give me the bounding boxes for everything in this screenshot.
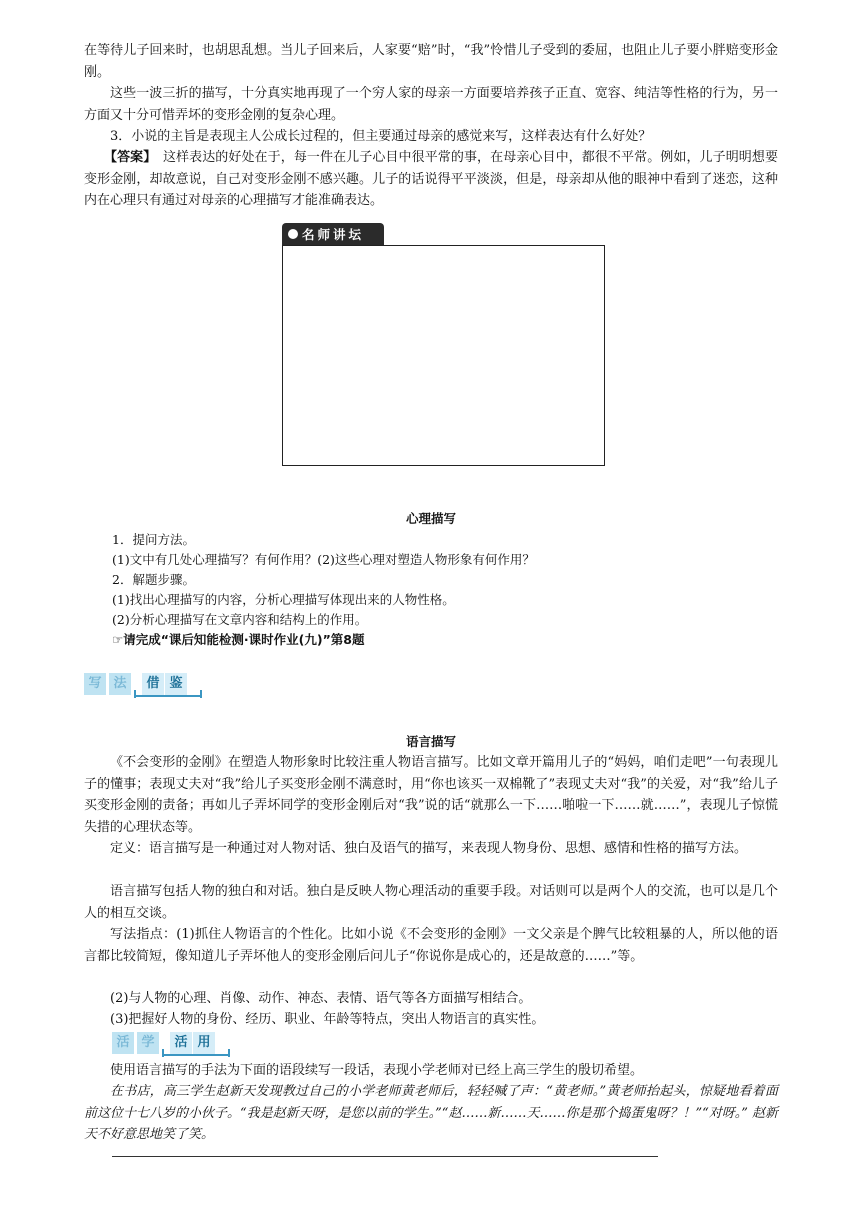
answer-blank-line[interactable]	[112, 1156, 658, 1157]
banner-tick-left	[134, 690, 136, 698]
banner2-underline	[162, 1054, 230, 1056]
teacher-forum-tab	[282, 223, 384, 245]
lang-section-title: 语言描写	[405, 734, 456, 749]
banner2-char-2: 学	[137, 1032, 159, 1054]
answer-text: 这样表达的好处在于，每一件在儿子心目中很平常的事，在母亲心目中，都很不平常。例如，儿子明明想要变形金刚，却故意说，自己对变形金刚不感兴趣。儿子的话说得平平淡淡，但是，母亲却从他的眼神中看到了迷恋，这种内在心理只有通过对母亲的心理描写才能准确表达。	[84, 150, 778, 208]
psych-section-title: 心理描写	[405, 511, 456, 526]
psych-homework-link[interactable]: ☞请完成“课后知能检测·课时作业(九)”第8题	[112, 632, 365, 647]
teacher-forum-title: 名师讲坛	[302, 227, 365, 242]
banner-active-learning	[112, 1032, 232, 1058]
answer-label: 【答案】	[104, 150, 150, 165]
paragraph-mother-waiting: 在等待儿子回来时，也胡思乱想。当儿子回来后，人家要“赔”时，“我”怜惜儿子受到的委屈，也阻止儿子要小胖赔变形金刚。	[84, 43, 778, 80]
banner2-char-3: 活	[170, 1032, 192, 1056]
banner-char-2: 法	[109, 673, 131, 695]
banner-char-1: 写	[84, 673, 106, 695]
banner2-tick-right	[228, 1049, 230, 1057]
psych-line-4: (1)找出心理描写的内容，分析心理描写体现出来的人物性格。	[112, 592, 455, 607]
lang-paragraph-5: (2)与人物的心理、肖像、动作、神态、表情、语气等各方面描写相结合。	[110, 991, 532, 1006]
banner-char-4: 鉴	[165, 673, 187, 697]
banner2-char-4: 用	[193, 1032, 215, 1056]
question-3: 3．小说的主旨是表现主人公成长过程的，但主要通过母亲的感觉来写，这样表达有什么好处？	[110, 129, 652, 144]
practice-instruction: 使用语言描写的手法为下面的语段续写一段话，表现小学老师对已经上高三学生的殷切希望。	[110, 1063, 644, 1078]
psych-line-2: (1)文中有几处心理描写？有何作用？(2)这些心理对塑造人物形象有何作用？	[112, 552, 535, 567]
banner2-char-1: 活	[112, 1032, 134, 1054]
banner-writing-reference	[84, 673, 204, 699]
bullet-dot-icon	[288, 229, 298, 239]
paragraph-twists-analysis: 这些一波三折的描写，十分真实地再现了一个穷人家的母亲一方面要培养孩子正直、宽容、纯洁等性格的行为，另一方面又十分可惜弄坏的变形金刚的复杂心理。	[84, 86, 778, 123]
psych-line-3: 2．解题步骤。	[112, 572, 195, 587]
teacher-forum-box	[282, 245, 605, 466]
psych-line-1: 1．提问方法。	[112, 532, 195, 547]
lang-paragraph-3: 语言描写包括人物的独白和对话。独白是反映人物心理活动的重要手段。对话则可以是两个人的交流，也可以是几个人的相互交谈。	[84, 884, 778, 921]
answer-paragraph	[84, 147, 778, 212]
lang-paragraph-tips: 写法指点：(1)抓住人物语言的个性化。比如小说《不会变形的金刚》一文父亲是个脾气比较粗暴的人，所以他的语言都比较简短，像知道儿子弄坏他人的变形金刚后问儿子“你说你是成心的，还是故意的……”等。	[84, 927, 778, 964]
practice-passage: 在书店，高三学生赵新天发现教过自己的小学老师黄老师后，轻轻喊了声：“黄老师。”黄老师抬起头，惊疑地看着面前这位十七八岁的小伙子。“我是赵新天呀，是您以前的学生。”“赵……新……天……你是那个捣蛋鬼呀？！”“对呀。” 赵新天不好意思地笑了笑。	[84, 1084, 779, 1142]
banner-underline	[134, 695, 202, 697]
lang-paragraph-1: 《不会变形的金刚》在塑造人物形象时比较注重人物语言描写。比如文章开篇用儿子的“妈妈，咱们走吧”一句表现儿子的懂事；表现丈夫对“我”给儿子买变形金刚不满意时，用“你也该买一双棉靴了”表现丈夫对“我”的关爱，对“我”给儿子买变形金刚的责备；再如儿子弄坏同学的变形金刚后对“我”说的话“就那么一下……啪啦一下……就……”，表现儿子惊慌失措的心理状态等。	[84, 755, 778, 835]
lang-paragraph-definition: 定义：语言描写是一种通过对人物对话、独白及语气的描写，来表现人物身份、思想、感情和性格的描写方法。	[110, 841, 748, 856]
banner-char-3: 借	[142, 673, 164, 697]
lang-paragraph-6: (3)把握好人物的身份、经历、职业、年龄等特点，突出人物语言的真实性。	[110, 1012, 545, 1027]
banner2-tick-left	[162, 1049, 164, 1057]
banner-tick-right	[200, 690, 202, 698]
psych-line-5: (2)分析心理描写在文章内容和结构上的作用。	[112, 612, 368, 627]
